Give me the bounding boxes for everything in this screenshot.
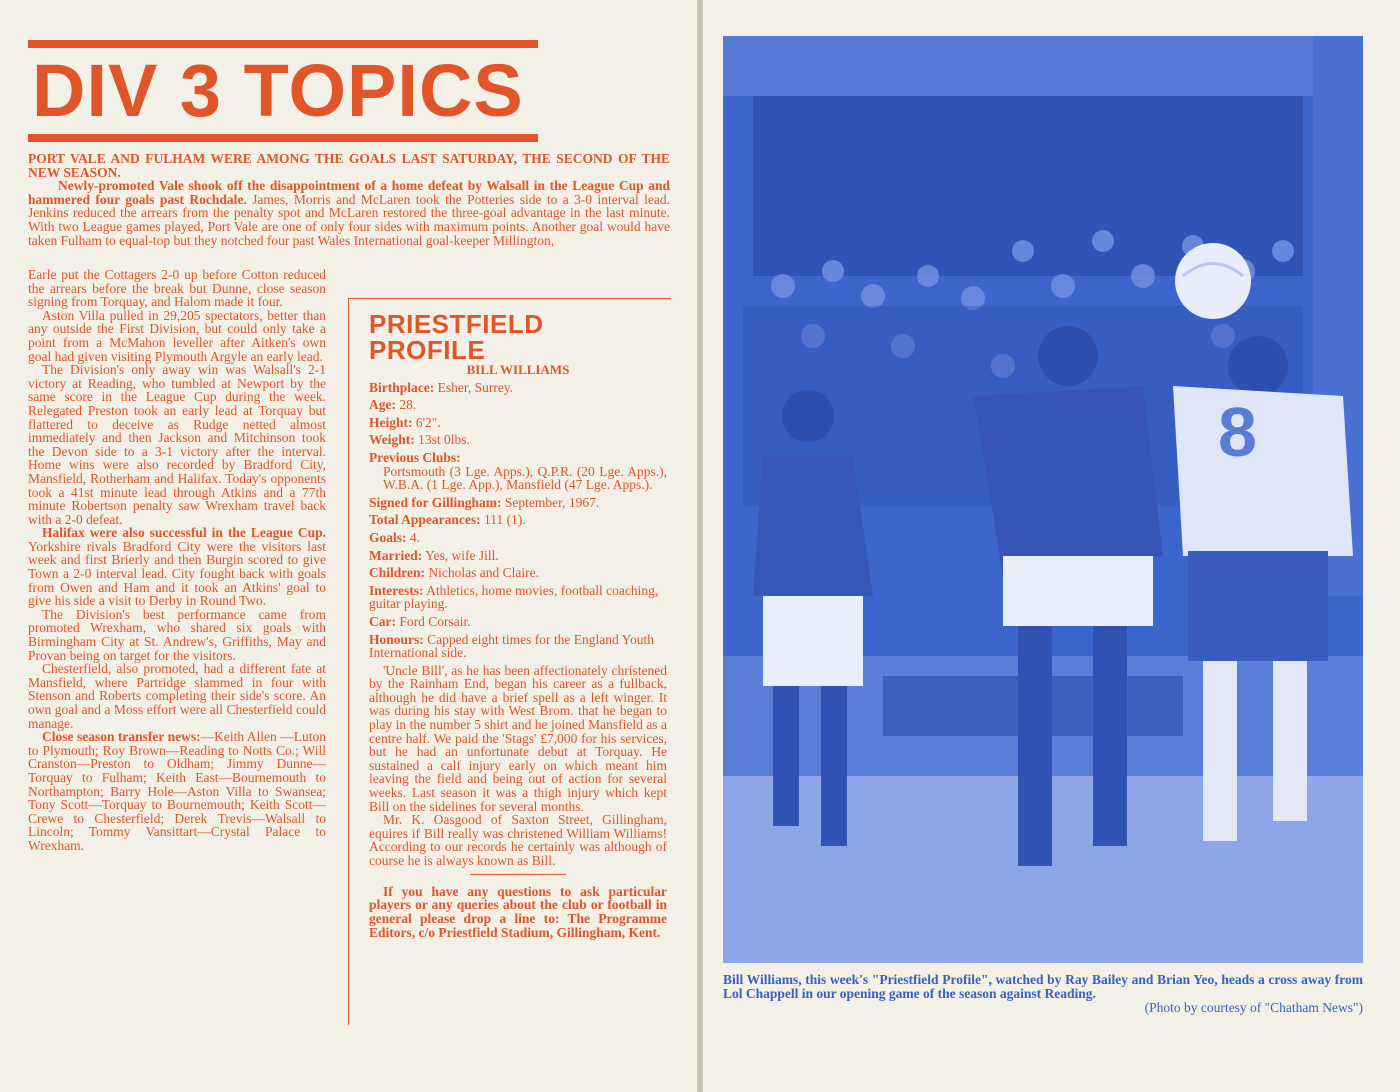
profile-field bbox=[369, 531, 667, 545]
field-label: Car: bbox=[369, 613, 396, 629]
previous-clubs-value: Portsmouth (3 Lge. Apps.), Q.P.R. (20 Lge. Apps.), W.B.A. (1 Lge. App.), Mansfield (47 Lge. Apps.). bbox=[383, 463, 667, 493]
article-column bbox=[28, 268, 326, 853]
field-label: Total Appearances: bbox=[369, 512, 481, 528]
title-block bbox=[28, 40, 538, 142]
paragraph-text: —Keith Allen —Luton to Plymouth; Roy Brown—Reading to Notts Co.; Will Cranston—Preston to Oldham; Jimmy Dunne—Torquay to Fulham; Keith East—Bournemouth to Northampton; Barry Hole—Aston Villa to Swansea; Tony Scott—Torquay to Bournemouth; Keith Scott—Crewe to Chesterfield; Derek Trevis—Walsall to Lincoln; Tommy Vansittart—Crystal Palace to Wrexham. bbox=[28, 729, 326, 853]
profile-title-line: PROFILE bbox=[369, 335, 486, 365]
profile-field bbox=[369, 398, 667, 412]
page-title: DIV 3 TOPICS bbox=[32, 49, 524, 132]
article-paragraph bbox=[28, 526, 326, 608]
profile-title-line: PRIESTFIELD bbox=[369, 309, 544, 339]
right-page bbox=[703, 0, 1400, 1092]
paragraph-bold-lead: Halifax were also successful in the League Cup. bbox=[42, 525, 326, 541]
divider bbox=[470, 874, 566, 875]
player-name: BILL WILLIAMS bbox=[466, 362, 570, 377]
profile-field bbox=[369, 416, 667, 430]
bio-paragraph: Mr. K. Oasgood of Saxton Street, Gillingham, equires if Bill really was christened William Williams! According to our records he certainly was although of course he is always known as Bill. bbox=[369, 812, 667, 868]
field-value: September, 1967. bbox=[504, 494, 600, 510]
profile-title bbox=[369, 311, 671, 363]
field-value: Athletics, home movies, football coaching, guitar playing. bbox=[369, 582, 659, 612]
paragraph-text: Yorkshire rivals Bradford City were the visitors last week and first Brierly and then Burgin scored to give Town a 2-0 interval lead. City fought back with goals from Owen and Ham and it took an Atkins' goal to give his side a visit to Derby in Round Two. bbox=[28, 538, 326, 609]
priestfield-profile-box bbox=[348, 298, 671, 1025]
field-value: 111 (1). bbox=[484, 512, 526, 528]
svg-text:8: 8 bbox=[1218, 393, 1257, 471]
profile-field bbox=[369, 451, 667, 465]
field-value: Capped eight times for the England Youth International side. bbox=[369, 631, 654, 661]
field-label: Previous Clubs: bbox=[369, 449, 461, 465]
profile-field bbox=[369, 496, 667, 510]
profile-field bbox=[369, 381, 667, 395]
article-paragraph: The Division's only away win was Walsall's 2-1 victory at Reading, who tumbled at Newport by the same score in the League Cup during the week. Relegated Preston took an early lead at Torquay but flattered to deceive as Rudge netted almost immediately and then Jackson and Mitchinson took the Devon side to a 3-1 victory after the interval. Home wins were also recorded by Bradford City, Mansfield, Rotherham and Halifax. Today's opponents took a 41st minute lead through Atkins and a 77th minute Robertson penalty saw Wrexham travel back with a 2-0 defeat. bbox=[28, 362, 326, 527]
field-value: Yes, wife Jill. bbox=[425, 547, 499, 563]
article-paragraph bbox=[28, 730, 326, 852]
match-photo-illustration bbox=[723, 36, 1363, 963]
field-value: Ford Corsair. bbox=[399, 613, 471, 629]
article-paragraph: Chesterfield, also promoted, had a different fate at Mansfield, where Partridge slammed in four with Stenson and Roberts completing their side's score. An own goal and a Moss effort were all Chesterfield could manage. bbox=[28, 661, 326, 731]
lead-paragraph bbox=[28, 179, 670, 247]
field-value: 13st 0lbs. bbox=[418, 432, 470, 448]
lead-article bbox=[28, 152, 670, 247]
field-label: Signed for Gillingham: bbox=[369, 494, 502, 510]
profile-field bbox=[369, 513, 667, 527]
left-page bbox=[0, 0, 697, 1092]
paragraph-bold-lead: Close season transfer news: bbox=[42, 729, 201, 745]
article-paragraph: Aston Villa pulled in 29,205 spectators, better than any outside the First Division, but could only take a point from a McMahon leveller after Aitken's own goal had given visiting Plymouth Argyle an early lead. bbox=[28, 307, 326, 364]
field-label: Weight: bbox=[369, 432, 415, 448]
profile-field bbox=[369, 433, 667, 447]
field-label: Goals: bbox=[369, 529, 407, 545]
field-label: Height: bbox=[369, 414, 413, 430]
profile-field bbox=[369, 584, 667, 611]
profile-field bbox=[369, 549, 667, 563]
field-label: Age: bbox=[369, 397, 396, 413]
lead-headline: PORT VALE AND FULHAM WERE AMONG THE GOALS LAST SATURDAY, THE SECOND OF THE NEW SEASON. bbox=[28, 151, 670, 180]
field-value: 28. bbox=[399, 397, 417, 413]
photo-credit: (Photo by courtesy of "Chatham News") bbox=[1144, 1000, 1363, 1015]
profile-field bbox=[369, 633, 667, 660]
field-value: 4. bbox=[409, 529, 421, 545]
article-paragraph: The Division's best performance came from promoted Wrexham, who shared six goals with Birmingham City at St. Andrew's, Griffiths, May and Provan being on target for the visitors. bbox=[28, 606, 326, 663]
title-bottom-rule bbox=[28, 134, 538, 142]
field-label: Honours: bbox=[369, 631, 424, 647]
field-value: 6'2". bbox=[415, 414, 441, 430]
lead-bold: Newly-promoted Vale shook off the disappointment of a home defeat by Walsall in the League Cup and hammered four goals past Rochdale. bbox=[28, 178, 670, 207]
match-photo bbox=[723, 36, 1363, 963]
photo-caption bbox=[723, 973, 1363, 1015]
bio-paragraph: 'Uncle Bill', as he has been affectionately christened by the Rainham End, began his career as a fullback, although he did have a brief spell as a left winger. It was during his stay with West Brom. that he began to play in the number 5 shirt and he joined Mansfield as a centre half. We paid the 'Stags' £7,000 for his services, but he had an unfortunate debut at Torquay. He sustained a calf injury early on which meant him leaving the field and being out of action for several weeks. Last season it was a thigh injury which kept Bill on the sidelines for several months. bbox=[369, 662, 667, 814]
field-label: Children: bbox=[369, 565, 426, 581]
title-top-rule bbox=[28, 40, 538, 48]
field-value: Nicholas and Claire. bbox=[428, 565, 539, 581]
caption-text: Bill Williams, this week's "Priestfield Profile", watched by Ray Bailey and Brian Yeo, heads a cross away from Lol Chappell in our opening game of the season against Reading. bbox=[723, 972, 1363, 1001]
field-value: Esher, Surrey. bbox=[437, 379, 514, 395]
article-paragraph: Earle put the Cottagers 2-0 up before Cotton reduced the arrears before the break but Dunne, close season signing from Torquay, and Halom made it four. bbox=[28, 267, 326, 310]
field-label: Married: bbox=[369, 547, 423, 563]
profile-field bbox=[369, 615, 667, 629]
contact-notice: If you have any questions to ask particular players or any queries about the club or football in general please drop a line to: The Programme Editors, c/o Priestfield Stadium, Gillingham, Kent. bbox=[369, 883, 667, 940]
field-label: Birthplace: bbox=[369, 379, 435, 395]
lead-rest: James, Morris and McLaren took the Potteries side to a 3-0 interval lead. Jenkins reduced the arrears from the penalty spot and McLaren restored the three-goal advantage in the last minute. With two League games played, Port Vale are one of only four sides with maximum points. Another goal would have taken Fulham to equal-top but they notched four past Wales International goal-keeper Millington, bbox=[28, 191, 670, 248]
profile-content bbox=[369, 363, 667, 939]
profile-biography bbox=[369, 664, 667, 868]
profile-field bbox=[369, 566, 667, 580]
field-label: Interests: bbox=[369, 582, 424, 598]
